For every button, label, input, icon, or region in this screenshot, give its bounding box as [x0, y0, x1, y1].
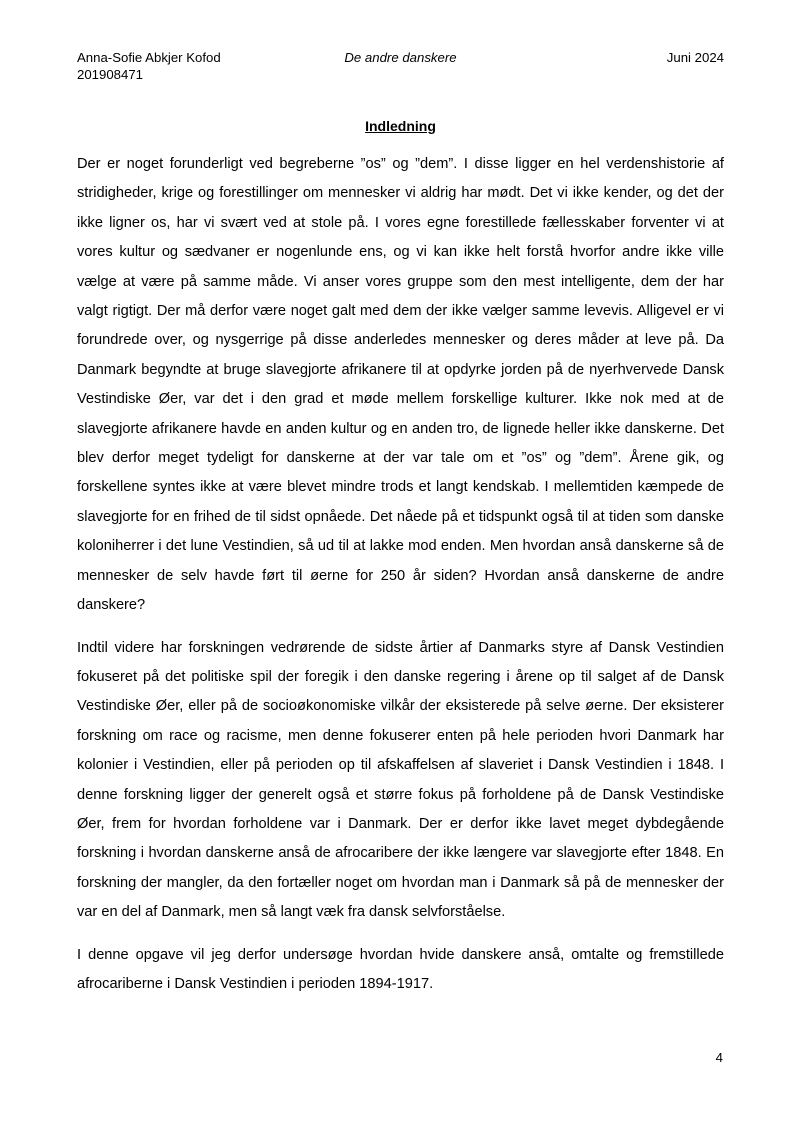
page-number: 4	[715, 1050, 723, 1065]
header-author: Anna-Sofie Abkjer Kofod	[77, 50, 221, 65]
paragraph: Der er noget forunderligt ved begreberne ”os” og ”dem”. I disse ligger en hel verdenshistorie af stridigheder, krige og forestillinger om mennesker vi aldrig har mødt. Det vi ikke kender, og det der ikke ligner os, har vi svært ved at stole på. I vores egne forestillede fællesskaber forventer vi at vores kultur og sædvaner er nogenlunde ens, og vi kan ikke helt forstå hvorfor andre ikke ville vælge at være på samme måde. Vi anser vores gruppe som den mest intelligente, dem der har valgt rigtigt. Der må derfor være noget galt med dem der ikke vælger samme levevis. Alligevel er vi forundrede over, og nysgerrige på disse anderledes mennesker og deres måder at leve på. Da Danmark begyndte at bruge slavegjorte afrikanere til at opdyrke jorden på de nyerhvervede Dansk Vestindiske Øer, var det i den grad et møde mellem forskellige kulturer. Ikke nok med at de slavegjorte afrikanere havde en anden kultur og en anden tro, de lignede heller ikke danskerne. Det blev derfor meget tydeligt for danskerne at der var tale om et ”os” og ”dem”. Årene gik, og forskellene syntes ikke at være blevet mindre trods et langt kendskab. I mellemtiden kæmpede de slavegjorte for en frihed de til sidst opnåede. Det nåede på et tidspunkt også til at tiden som danske koloniherrer i det lune Vestindien, så ud til at lakke mod enden. Men hvordan anså danskerne så de mennesker de selv havde ført til øerne for 250 år siden? Hvordan anså danskerne de andre danskere?	[77, 156, 724, 614]
header-student-id: 201908471	[77, 67, 144, 82]
section-body	[77, 150, 724, 1012]
paragraph: I denne opgave vil jeg derfor undersøge hvordan hvide danskere anså, omtalte og fremstillede afrocariberne i Dansk Vestindien i perioden 1894-1917.	[77, 946, 724, 992]
paragraph: Indtil videre har forskningen vedrørende de sidste årtier af Danmarks styre af Dansk Vestindien fokuseret på det politiske spil der foregik i den danske regering i årene op til salget af de Dansk Vestindiske Øer, eller på de socioøkonomiske vilkår der eksisterede på selve øerne. Der eksisterer forskning om race og racisme, men denne fokuserer enten på hele perioden hvori Danmark har kolonier i Vestindien, eller på perioden op til afskaffelsen af slaveriet i Dansk Vestindien i 1848. I denne forskning ligger der generelt også et større fokus på forholdene på de Dansk Vestindiske Øer, frem for hvordan forholdene var i Danmark. Der er derfor ikke lavet meget dybdegående forskning i hvordan danskerne anså de afrocaribere der ikke længere var slavegjorte efter 1848. En forskning der mangler, da den fortæller noget om hvordan man i Danmark så på de mennesker der var en del af Danmark, men så langt væk fra dansk selvforståelse.	[77, 639, 724, 921]
header-title: De andre danskere	[344, 50, 457, 65]
section-heading: Indledning	[365, 118, 436, 134]
header-date: Juni 2024	[666, 50, 724, 65]
page-header	[77, 49, 724, 89]
header-author-block	[77, 49, 221, 83]
